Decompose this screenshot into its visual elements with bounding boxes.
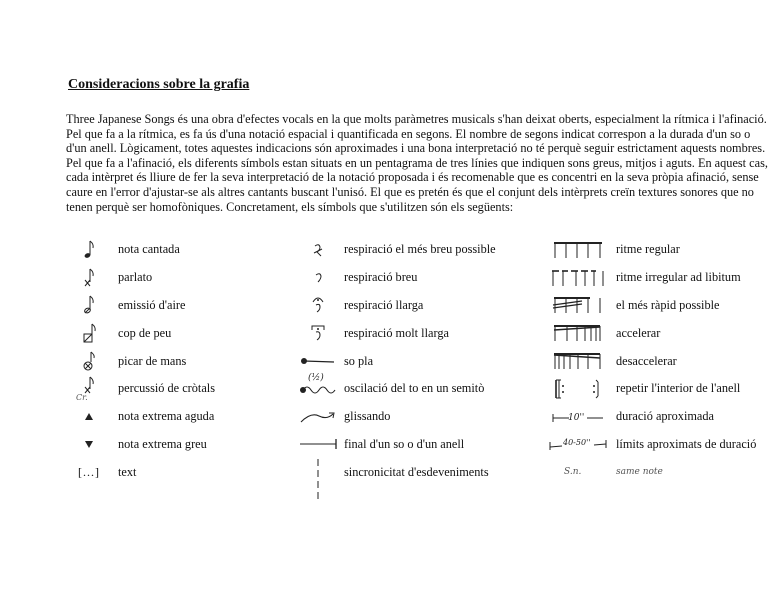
legend-label: glissando: [344, 409, 391, 424]
plain-sound-icon: [296, 356, 340, 366]
legend-row: [72, 292, 302, 320]
irregular-rhythm-icon: [548, 269, 608, 287]
accelerando-icon: [548, 324, 608, 342]
glissando-icon: [296, 410, 340, 424]
hand-clap-note-icon: [72, 350, 106, 372]
legend-row: [72, 264, 302, 292]
crotales-note-icon: [72, 377, 106, 401]
legend-label: ritme regular: [616, 242, 680, 257]
bracket-ellipsis-icon: [...]: [78, 464, 100, 479]
legend-row: [548, 403, 772, 431]
legend-column-breath-and-pitch: [296, 236, 556, 486]
legend-label: percussió de cròtals: [118, 381, 215, 396]
legend-label: oscilació del to en un semitò: [344, 381, 485, 396]
triangle-up-icon: [72, 412, 106, 422]
handwritten-abbrev: [548, 467, 608, 477]
legend-label: ritme irregular ad libitum: [616, 270, 741, 285]
legend-label: sincronicitat d'esdeveniments: [344, 464, 489, 479]
legend-row: [296, 372, 556, 403]
legend-row: [72, 375, 302, 403]
legend-row: [548, 319, 772, 347]
legend-label: text: [118, 464, 137, 479]
legend-row: [72, 319, 302, 347]
legend-label: picar de mans: [118, 353, 187, 368]
legend-row: [72, 236, 302, 264]
legend-row: [296, 458, 556, 486]
legend-row: [548, 292, 772, 320]
short-breath-icon: [296, 271, 340, 285]
duration-mark: 10'': [568, 412, 585, 423]
sync-line-icon: [296, 445, 340, 499]
legend-row: [548, 347, 772, 375]
legend-label: nota cantada: [118, 242, 180, 257]
sung-note-icon: [72, 239, 106, 261]
shortest-breath-icon: [296, 242, 340, 258]
legend-label: respiració molt llarga: [344, 325, 449, 340]
legend-row: [548, 264, 772, 292]
legend-label: cop de peu: [118, 325, 172, 340]
repeat-ring-icon: [548, 378, 608, 400]
legend-row: [296, 236, 556, 264]
legend-row: [548, 236, 772, 264]
legend-label: same note: [616, 467, 663, 478]
legend-row: [548, 375, 772, 403]
legend-row: [296, 319, 556, 347]
approx-duration-icon: [548, 410, 608, 424]
intro-paragraph: Three Japanese Songs és una obra d'efectes vocals en la que molts paràmetres musicals s'han deixat oberts, especialment la rítmica i l'afinació. Pel que fa a la rítmica, es fa ús d'una notació espacial i quantificada en segons. El nombre de segons indicat correspon a la durada d'un so o d'un anell. Lògicament, totes aquestes indicacions són aproximades i una bona interpretació no té perquè seguir estrictament aquests nombres. Pel que fa a l'afinació, els diferents símbols estan situats en un pentagrama de tres línies que indiquen sons greus, mitjos i aguts. En aquest cas, cada intèrpret és lliure de fer la seva interpretació de la notació proposada i és recomenable que es concentri en la seva pròpia afinació, sense caure en l'error d'ajustar-se als altres cantants buscant l'unisó. El que es pretén és que el conjunt dels intèrprets creïn textures sonores que no tenen perquè ser homofòniques. Concretament, els símbols que s'utilitzen són els següents:: [66, 112, 768, 214]
legend-column-sound-types: [72, 236, 302, 486]
air-note-icon: [72, 294, 106, 316]
legend-label: respiració el més breu possible: [344, 242, 496, 257]
legend-row: [72, 458, 302, 486]
legend-row: [72, 403, 302, 431]
oscillation-icon: [296, 372, 340, 395]
legend-row: [548, 431, 772, 459]
section-title: Consideracions sobre la grafia: [68, 77, 250, 92]
fastest-rhythm-icon: [548, 296, 608, 314]
legend-row: [296, 347, 556, 375]
legend-label: respiració breu: [344, 270, 418, 285]
legend-label: duració aproximada: [616, 409, 714, 424]
very-long-breath-icon: [296, 323, 340, 343]
long-breath-icon: [296, 294, 340, 316]
legend-row: [296, 403, 556, 431]
legend-label: límits aproximats de duració: [616, 436, 757, 451]
legend-label: final d'un so o d'un anell: [344, 436, 465, 451]
legend-label: desaccelerar: [616, 353, 677, 368]
legend-column-rhythm-and-duration: [548, 236, 772, 486]
abbrev-mark: S.n.: [564, 467, 582, 478]
legend-label: repetir l'interior de l'anell: [616, 381, 741, 396]
legend-label: parlato: [118, 270, 153, 285]
ritardando-icon: [548, 352, 608, 370]
duration-limits-mark: 40-50'': [563, 438, 591, 448]
duration-limits-icon: [548, 437, 608, 451]
foot-stomp-note-icon: [72, 322, 106, 344]
triangle-down-icon: [72, 439, 106, 449]
spoken-note-icon: [72, 267, 106, 289]
legend-label: nota extrema greu: [118, 436, 207, 451]
legend-row: [72, 431, 302, 459]
legend-label: accelerar: [616, 325, 661, 340]
legend-label: so pla: [344, 353, 374, 368]
legend-label: el més ràpid possible: [616, 297, 720, 312]
legend-row: [296, 292, 556, 320]
legend-row: [72, 347, 302, 375]
legend-row: [296, 264, 556, 292]
legend-row: [548, 458, 772, 486]
regular-rhythm-icon: [548, 241, 608, 259]
oscillation-mark: (½): [308, 372, 324, 383]
legend-label: emissió d'aire: [118, 297, 186, 312]
legend-label: nota extrema aguda: [118, 409, 215, 424]
legend-label: respiració llarga: [344, 297, 424, 312]
crotales-mark: Cr.: [76, 392, 88, 402]
